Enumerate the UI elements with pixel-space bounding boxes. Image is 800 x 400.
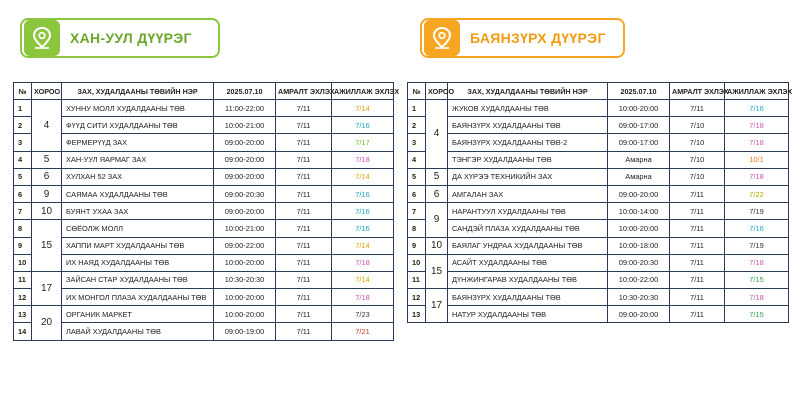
- table-row: [14, 237, 394, 254]
- header-khoroo: ХОРОО: [32, 83, 62, 100]
- table-row: [408, 203, 789, 220]
- header-name: ЗАХ, ХУДАЛДААНЫ ТӨВИЙН НЭР: [448, 83, 608, 100]
- table-row: [14, 117, 394, 134]
- market-name: ФҮҮД СИТИ ХУДАЛДААНЫ ТӨВ: [62, 117, 214, 134]
- row-number: 3: [14, 134, 32, 151]
- table-row: [408, 168, 789, 185]
- opening-hours: 09:00-20:30: [214, 185, 276, 202]
- market-name: АМГАЛАН ЗАХ: [448, 185, 608, 202]
- opening-hours: 09:00-17:00: [608, 134, 670, 151]
- market-name: ЛАВАЙ ХУДАЛДААНЫ ТӨВ: [62, 323, 214, 340]
- opening-hours: 10:30-20:30: [608, 289, 670, 306]
- table-row: [408, 134, 789, 151]
- row-number: 4: [14, 151, 32, 168]
- work-start-date: 7/18: [332, 151, 394, 168]
- market-name: ТЭНГЭР ХУДАЛДААНЫ ТӨВ: [448, 151, 608, 168]
- khan-uul-market-table: [13, 82, 400, 341]
- opening-hours: 09:00-19:00: [214, 323, 276, 340]
- opening-hours: 09:00-20:00: [214, 168, 276, 185]
- work-start-date: 10/1: [725, 151, 789, 168]
- row-number: 13: [408, 306, 426, 323]
- work-start-date: 7/14: [332, 100, 394, 117]
- work-start-date: 7/19: [725, 237, 789, 254]
- rest-start-date: 7/11: [670, 271, 725, 288]
- rest-start-date: 7/10: [670, 134, 725, 151]
- khoroo-number: 15: [426, 254, 448, 288]
- table-row: [14, 323, 394, 340]
- khoroo-number: 20: [32, 306, 62, 340]
- work-start-date: 7/14: [332, 271, 394, 288]
- work-start-date: 7/16: [332, 220, 394, 237]
- rest-start-date: 7/11: [276, 271, 332, 288]
- location-pin-icon: [424, 20, 460, 56]
- bayanzurkh-market-table: [407, 82, 793, 323]
- market-name: ХУЛХАН 52 ЗАХ: [62, 168, 214, 185]
- opening-hours: 10:00-22:00: [608, 271, 670, 288]
- rest-start-date: 7/11: [276, 306, 332, 323]
- rest-start-date: 7/11: [276, 220, 332, 237]
- work-start-date: 7/18: [725, 254, 789, 271]
- rest-start-date: 7/11: [670, 237, 725, 254]
- header-name: ЗАХ, ХУДАЛДААНЫ ТӨВИЙН НЭР: [62, 83, 214, 100]
- row-number: 1: [408, 100, 426, 117]
- row-number: 10: [408, 254, 426, 271]
- row-number: 10: [14, 254, 32, 271]
- district-title: БАЯНЗҮРХ ДҮҮРЭГ: [470, 30, 606, 46]
- market-name: БАЯНЗҮРХ ХУДАЛДААНЫ ТӨВ: [448, 117, 608, 134]
- work-start-date: 7/16: [332, 117, 394, 134]
- opening-hours: 09:00-17:00: [608, 117, 670, 134]
- row-number: 14: [14, 323, 32, 340]
- market-name: БУЯНТ УХАА ЗАХ: [62, 203, 214, 220]
- opening-hours: 09:00-20:00: [608, 185, 670, 202]
- rest-start-date: 7/11: [276, 134, 332, 151]
- header-work-start: АЖИЛЛАЖ ЭХЛЭХ: [332, 83, 394, 100]
- work-start-date: 7/23: [332, 306, 394, 323]
- market-name: БАЯНЗҮРХ ХУДАЛДААНЫ ТӨВ-2: [448, 134, 608, 151]
- khoroo-number: 9: [426, 203, 448, 237]
- table-row: [408, 117, 789, 134]
- opening-hours: 10:00-14:00: [608, 203, 670, 220]
- market-name: ХУННУ МОЛЛ ХУДАЛДААНЫ ТӨВ: [62, 100, 214, 117]
- khoroo-number: 6: [32, 168, 62, 185]
- khoroo-number: 4: [426, 100, 448, 169]
- work-start-date: 7/18: [725, 134, 789, 151]
- opening-hours: 09:00-20:00: [214, 151, 276, 168]
- rest-start-date: 7/11: [670, 185, 725, 202]
- opening-hours: 09:00-20:00: [214, 134, 276, 151]
- work-start-date: 7/16: [332, 185, 394, 202]
- row-number: 6: [14, 185, 32, 202]
- market-name: ОРГАНИК МАРКЕТ: [62, 306, 214, 323]
- table-row: [408, 271, 789, 288]
- opening-hours: 10:00-21:00: [214, 117, 276, 134]
- table-row: [14, 151, 394, 168]
- khan-uul-district-header: [20, 18, 220, 58]
- rest-start-date: 7/10: [670, 168, 725, 185]
- row-number: 5: [14, 168, 32, 185]
- header-number: №: [14, 83, 32, 100]
- work-start-date: 7/15: [725, 271, 789, 288]
- rest-start-date: 7/10: [670, 117, 725, 134]
- market-name: ДҮНЖИНГАРАВ ХУДАЛДААНЫ ТӨВ: [448, 271, 608, 288]
- row-number: 1: [14, 100, 32, 117]
- header-work-start: АЖИЛЛАЖ ЭХЛЭХ: [725, 83, 789, 100]
- row-number: 6: [408, 185, 426, 202]
- table-row: [408, 220, 789, 237]
- opening-hours: 10:00-20:00: [214, 289, 276, 306]
- table-row: [408, 100, 789, 117]
- rest-start-date: 7/11: [670, 203, 725, 220]
- row-number: 7: [14, 203, 32, 220]
- work-start-date: 7/16: [725, 220, 789, 237]
- rest-start-date: 7/11: [276, 323, 332, 340]
- row-number: 2: [14, 117, 32, 134]
- rest-start-date: 7/11: [670, 220, 725, 237]
- table-row: [14, 203, 394, 220]
- work-start-date: 7/18: [725, 289, 789, 306]
- market-name: ЖУКОВ ХУДАЛДААНЫ ТӨВ: [448, 100, 608, 117]
- khoroo-number: 10: [32, 203, 62, 220]
- rest-start-date: 7/11: [276, 100, 332, 117]
- market-name: САНДЭЙ ПЛАЗА ХУДАЛДААНЫ ТӨВ: [448, 220, 608, 237]
- work-start-date: 7/21: [332, 323, 394, 340]
- row-number: 3: [408, 134, 426, 151]
- row-number: 2: [408, 117, 426, 134]
- opening-hours: 10:30-20:30: [214, 271, 276, 288]
- opening-hours: 11:00-22:00: [214, 100, 276, 117]
- table-row: [14, 271, 394, 288]
- khoroo-number: 17: [426, 289, 448, 323]
- header-rest-start: АМРАЛТ ЭХЛЭХ: [670, 83, 725, 100]
- rest-start-date: 7/11: [276, 203, 332, 220]
- rest-start-date: 7/11: [670, 100, 725, 117]
- opening-hours: 10:00-20:00: [214, 306, 276, 323]
- header-number: №: [408, 83, 426, 100]
- market-name: ХАППИ МАРТ ХУДАЛДААНЫ ТӨВ: [62, 237, 214, 254]
- work-start-date: 7/16: [332, 203, 394, 220]
- rest-start-date: 7/11: [276, 117, 332, 134]
- opening-hours: Амарна: [608, 151, 670, 168]
- table-row: [14, 289, 394, 306]
- rest-start-date: 7/10: [670, 151, 725, 168]
- market-name: САЯМАА ХУДАЛДААНЫ ТӨВ: [62, 185, 214, 202]
- opening-hours: 10:00-20:00: [608, 220, 670, 237]
- work-start-date: 7/14: [332, 237, 394, 254]
- rest-start-date: 7/11: [276, 254, 332, 271]
- market-name: ИХ МОНГОЛ ПЛАЗА ХУДАЛДААНЫ ТӨВ: [62, 289, 214, 306]
- khoroo-number: 5: [32, 151, 62, 168]
- row-number: 13: [14, 306, 32, 323]
- row-number: 8: [408, 220, 426, 237]
- khoroo-number: 6: [426, 185, 448, 202]
- khoroo-number: 15: [32, 220, 62, 272]
- rest-start-date: 7/11: [670, 289, 725, 306]
- row-number: 9: [14, 237, 32, 254]
- market-name: НАРАНТУУЛ ХУДАЛДААНЫ ТӨВ: [448, 203, 608, 220]
- opening-hours: 10:00-20:00: [214, 254, 276, 271]
- work-start-date: 7/14: [332, 168, 394, 185]
- row-number: 4: [408, 151, 426, 168]
- header-date-hours: 2025.07.10: [214, 83, 276, 100]
- market-name: ХАН-УУЛ ЯАРМАГ ЗАХ: [62, 151, 214, 168]
- row-number: 11: [408, 271, 426, 288]
- market-name: ДА ХҮРЭЭ ТЕХНИКИЙН ЗАХ: [448, 168, 608, 185]
- market-name: БАЯНЗҮРХ ХУДАЛДААНЫ ТӨВ: [448, 289, 608, 306]
- opening-hours: 10:00-18:00: [608, 237, 670, 254]
- table-row: [408, 254, 789, 271]
- khoroo-number: 4: [32, 100, 62, 152]
- opening-hours: 09:00-20:00: [608, 306, 670, 323]
- opening-hours: 10:00-21:00: [214, 220, 276, 237]
- header-rest-start: АМРАЛТ ЭХЛЭХ: [276, 83, 332, 100]
- market-name: АСАЙТ ХУДАЛДААНЫ ТӨВ: [448, 254, 608, 271]
- khoroo-number: 9: [32, 185, 62, 202]
- row-number: 7: [408, 203, 426, 220]
- rest-start-date: 7/11: [276, 237, 332, 254]
- table-row: [14, 306, 394, 323]
- opening-hours: 09:00-20:00: [214, 203, 276, 220]
- row-number: 9: [408, 237, 426, 254]
- table-row: [14, 220, 394, 237]
- work-start-date: 7/18: [332, 254, 394, 271]
- work-start-date: 7/17: [332, 134, 394, 151]
- work-start-date: 7/16: [725, 100, 789, 117]
- market-name: ЗАЙСАН СТАР ХУДАЛДААНЫ ТӨВ: [62, 271, 214, 288]
- market-name: БАЯЛАГ УНДРАА ХУДАЛДААНЫ ТӨВ: [448, 237, 608, 254]
- work-start-date: 7/18: [725, 117, 789, 134]
- rest-start-date: 7/11: [670, 306, 725, 323]
- rest-start-date: 7/11: [276, 151, 332, 168]
- row-number: 8: [14, 220, 32, 237]
- header-date-hours: 2025.07.10: [608, 83, 670, 100]
- table-row: [14, 168, 394, 185]
- work-start-date: 7/22: [725, 185, 789, 202]
- opening-hours: 09:00-22:00: [214, 237, 276, 254]
- khoroo-number: 5: [426, 168, 448, 185]
- table-row: [408, 237, 789, 254]
- khoroo-number: 10: [426, 237, 448, 254]
- row-number: 12: [408, 289, 426, 306]
- opening-hours: Амарна: [608, 168, 670, 185]
- table-row: [408, 185, 789, 202]
- table-row: [408, 306, 789, 323]
- table-row: [14, 100, 394, 117]
- bayanzurkh-district-header: [420, 18, 625, 58]
- khoroo-number: 17: [32, 271, 62, 305]
- market-name: НАТУР ХУДАЛДААНЫ ТӨВ: [448, 306, 608, 323]
- rest-start-date: 7/11: [276, 185, 332, 202]
- header-khoroo: ХОРОО: [426, 83, 448, 100]
- work-start-date: 7/19: [725, 203, 789, 220]
- table-row: [14, 254, 394, 271]
- row-number: 12: [14, 289, 32, 306]
- row-number: 11: [14, 271, 32, 288]
- location-pin-icon: [24, 20, 60, 56]
- table-row: [408, 289, 789, 306]
- rest-start-date: 7/11: [276, 289, 332, 306]
- row-number: 5: [408, 168, 426, 185]
- table-row: [14, 134, 394, 151]
- work-start-date: 7/15: [725, 306, 789, 323]
- table-row: [14, 185, 394, 202]
- opening-hours: 09:00-20:30: [608, 254, 670, 271]
- market-name: ФЕРМЕРҮҮД ЗАХ: [62, 134, 214, 151]
- work-start-date: 7/18: [332, 289, 394, 306]
- work-start-date: 7/18: [725, 168, 789, 185]
- market-name: СӨЁОЛЖ МОЛЛ: [62, 220, 214, 237]
- market-name: ИХ НАЯД ХУДАЛДААНЫ ТӨВ: [62, 254, 214, 271]
- opening-hours: 10:00-20:00: [608, 100, 670, 117]
- district-title: ХАН-УУЛ ДҮҮРЭГ: [70, 30, 192, 46]
- table-header-row: [14, 83, 394, 100]
- rest-start-date: 7/11: [276, 168, 332, 185]
- table-row: [408, 151, 789, 168]
- rest-start-date: 7/11: [670, 254, 725, 271]
- table-header-row: [408, 83, 789, 100]
